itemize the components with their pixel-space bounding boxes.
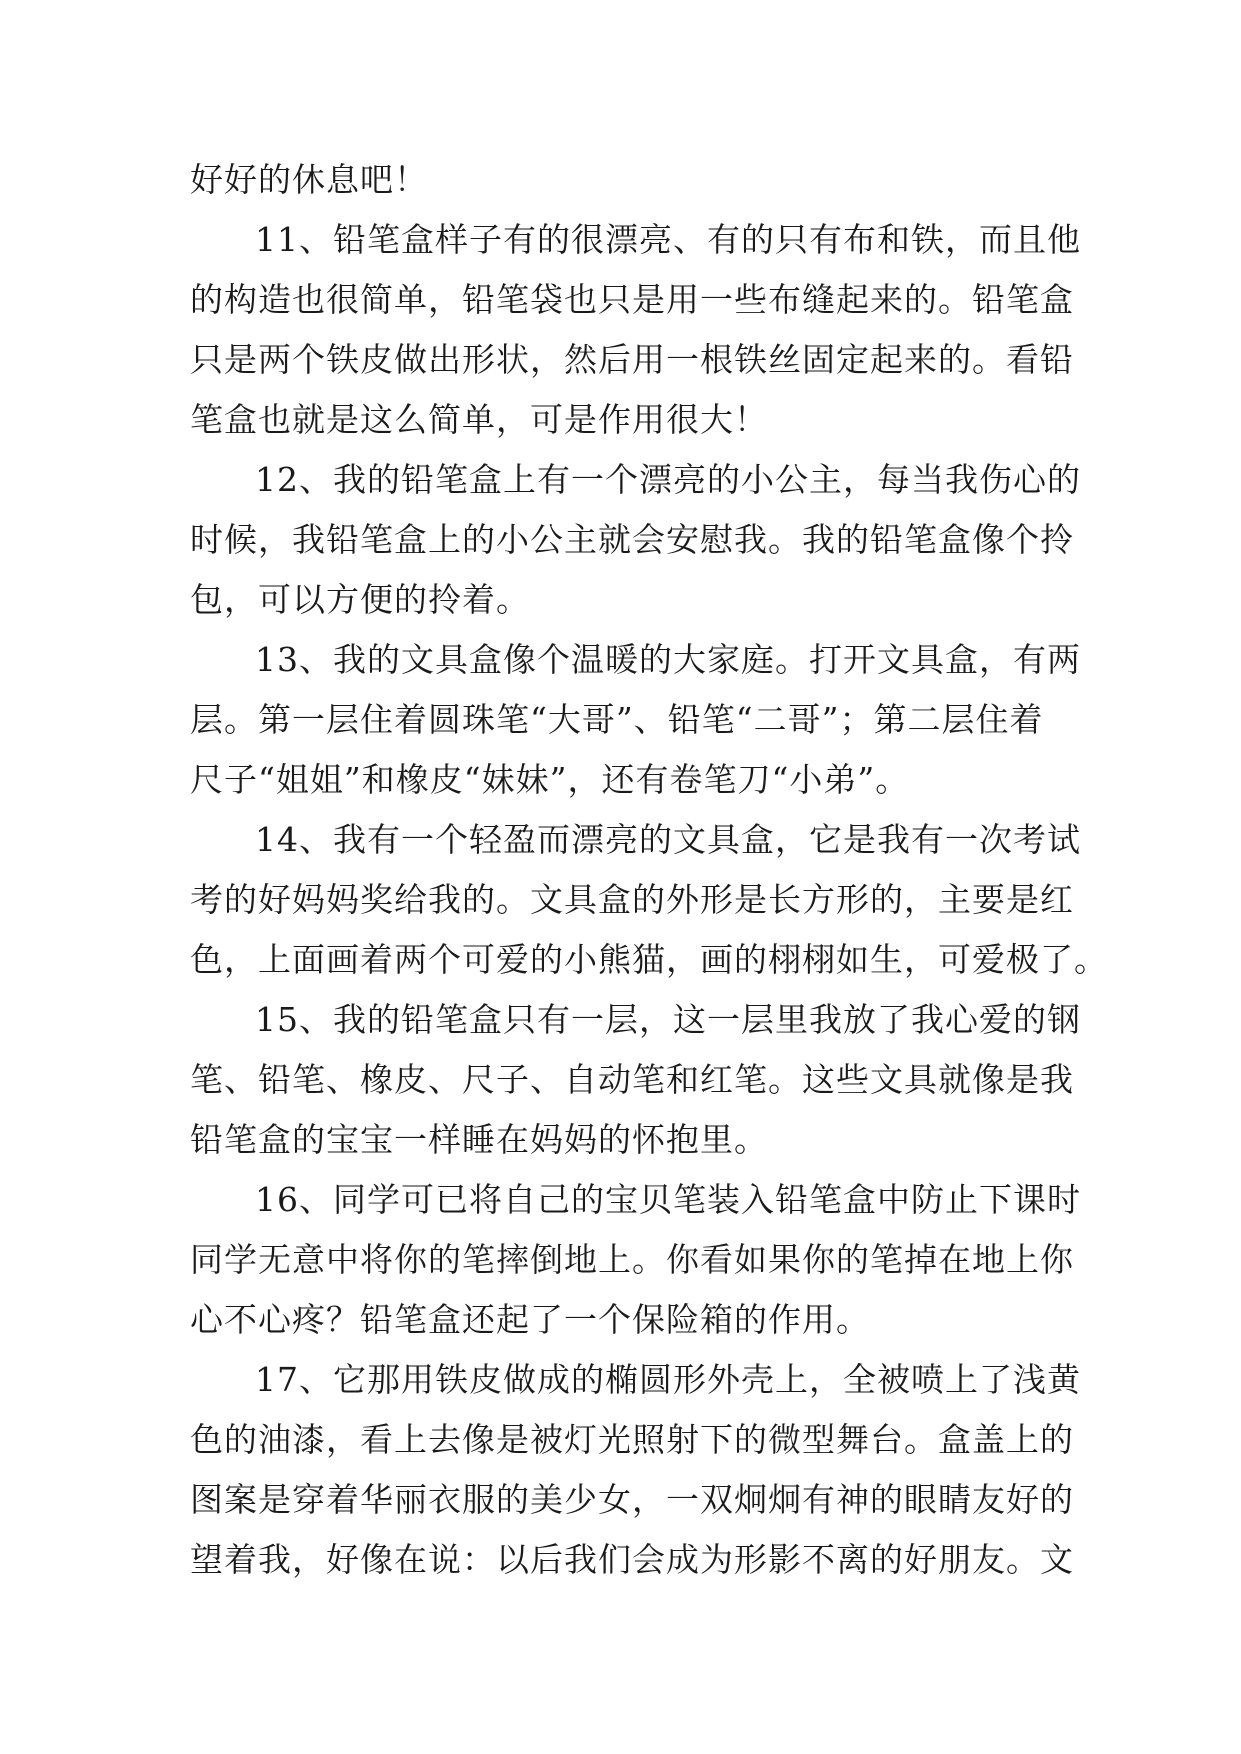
text-line: 15、我的铅笔盒只有一层，这一层里我放了我心爱的钢 [255,1000,1081,1039]
text-line: 好好的休息吧！ [190,160,428,199]
text-line: 的构造也很简单，铅笔袋也只是用一些布缝起来的。铅笔盒 [190,280,1074,319]
text-line: 色，上面画着两个可爱的小熊猫，画的栩栩如生，可爱极了。 [190,940,1108,979]
text-line: 铅笔盒的宝宝一样睡在妈妈的怀抱里。 [190,1120,768,1159]
text-line: 笔、铅笔、橡皮、尺子、自动笔和红笔。这些文具就像是我 [190,1060,1074,1099]
text-line: 时候，我铅笔盒上的小公主就会安慰我。我的铅笔盒像个拎 [190,520,1074,559]
text-line: 尺子“姐姐”和橡皮“妹妹”，还有卷笔刀“小弟”。 [190,760,910,799]
text-line: 只是两个铁皮做出形状，然后用一根铁丝固定起来的。看铅 [190,340,1074,379]
text-line: 包，可以方便的拎着。 [190,580,530,619]
text-line: 层。第一层住着圆珠笔“大哥”、铅笔“二哥”；第二层住着 [190,700,1044,739]
text-line: 考的好妈妈奖给我的。文具盒的外形是长方形的，主要是红 [190,880,1074,919]
text-line: 16、同学可已将自己的宝贝笔装入铅笔盒中防止下课时 [255,1180,1081,1219]
text-line: 同学无意中将你的笔摔倒地上。你看如果你的笔掉在地上你 [190,1240,1074,1279]
text-line: 笔盒也就是这么简单，可是作用很大！ [190,400,768,439]
text-line: 17、它那用铁皮做成的椭圆形外壳上，全被喷上了浅黄 [255,1360,1081,1399]
text-line: 12、我的铅笔盒上有一个漂亮的小公主，每当我伤心的 [255,460,1081,499]
text-line: 14、我有一个轻盈而漂亮的文具盒，它是我有一次考试 [255,820,1081,859]
text-line: 13、我的文具盒像个温暖的大家庭。打开文具盒，有两 [255,640,1081,679]
text-line: 望着我，好像在说：以后我们会成为形影不离的好朋友。文 [190,1540,1074,1579]
text-line: 色的油漆，看上去像是被灯光照射下的微型舞台。盒盖上的 [190,1420,1074,1459]
text-line: 图案是穿着华丽衣服的美少女，一双炯炯有神的眼睛友好的 [190,1480,1074,1519]
text-line: 心不心疼？铅笔盒还起了一个保险箱的作用。 [190,1300,870,1339]
text-line: 11、铅笔盒样子有的很漂亮、有的只有布和铁，而且他 [255,220,1081,259]
